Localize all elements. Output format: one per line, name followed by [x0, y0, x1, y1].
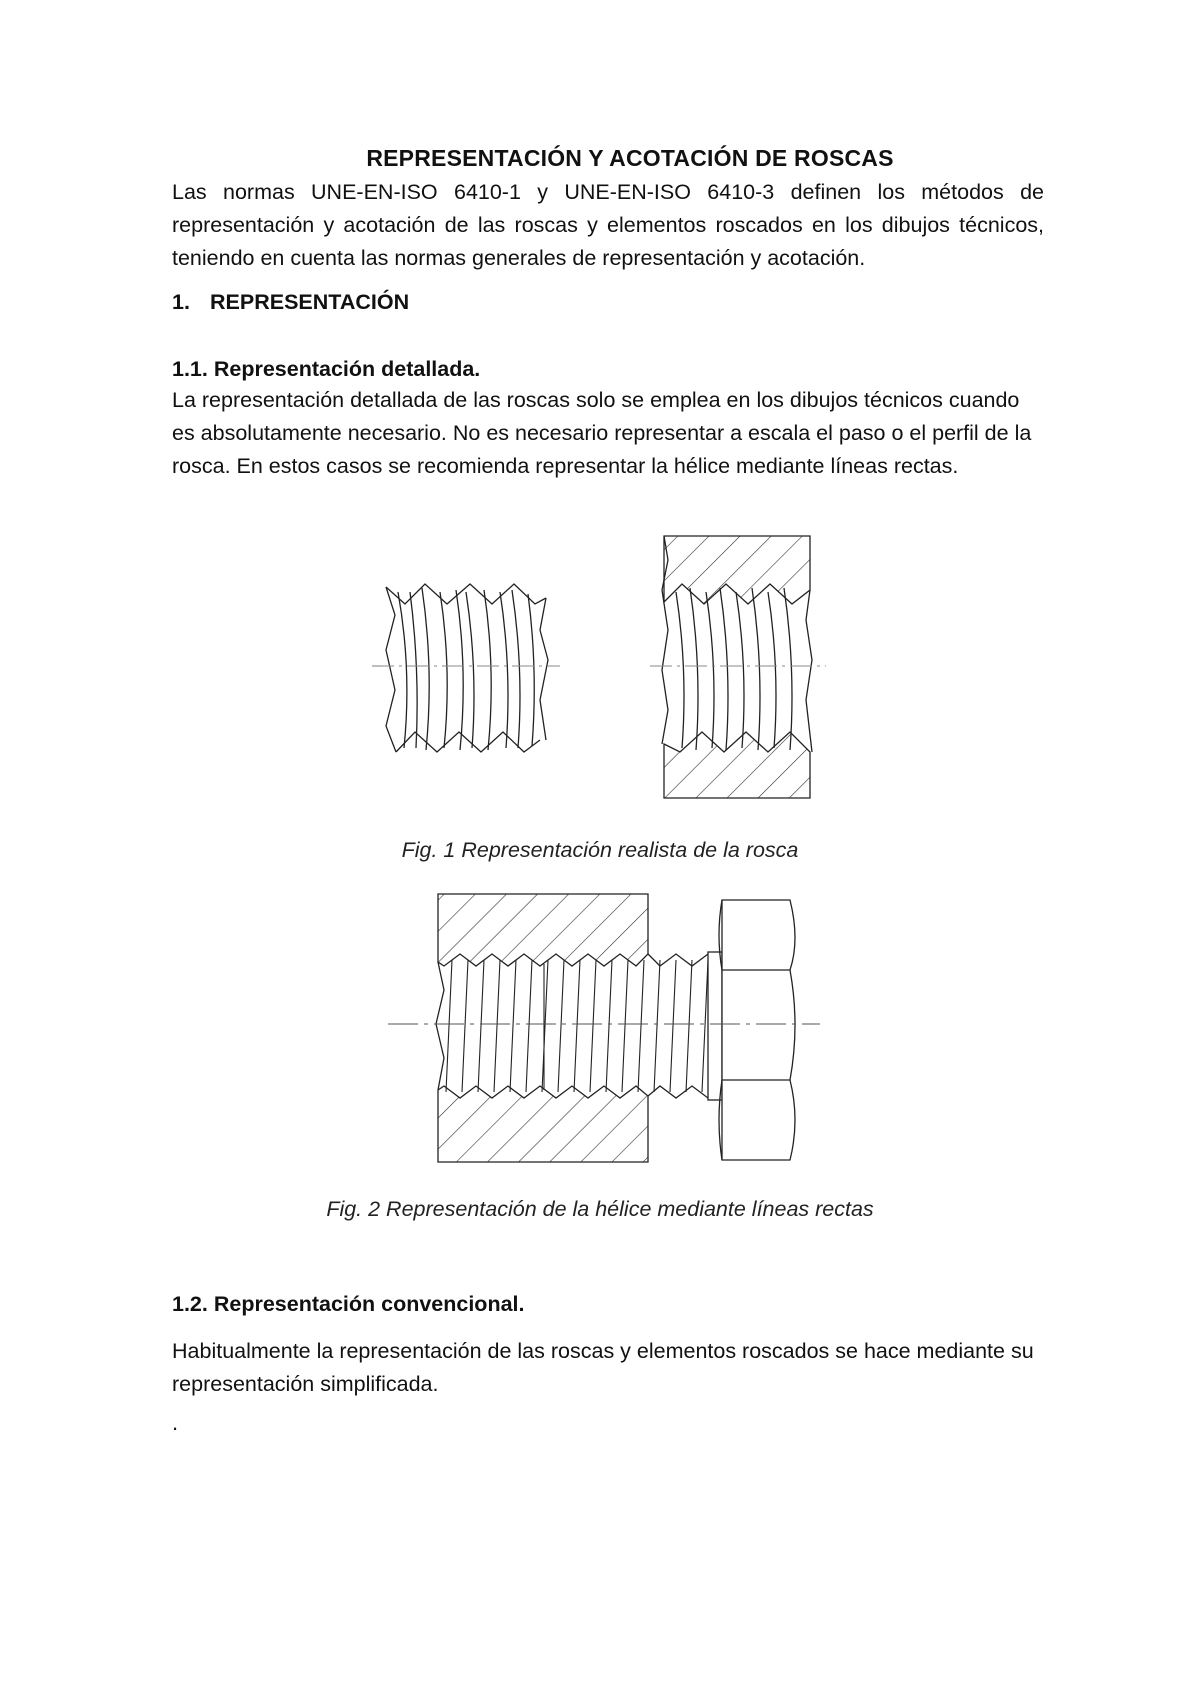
- detailed-paragraph: La representación detallada de las roscas solo se emplea en los dibujos técnicos cuando es absolutamente necesario. No es necesario representar a escala el paso o el perfil de la rosca. En estos casos se recomienda representar la hélice mediante líneas rectas.: [172, 388, 1032, 478]
- section-number: 1.: [172, 290, 190, 314]
- subsection-heading-conventional: 1.2. Representación convencional.: [172, 1292, 525, 1316]
- figure-1-caption: Fig. 1 Representación realista de la rosca: [401, 838, 799, 862]
- page-title: REPRESENTACIÓN Y ACOTACIÓN DE ROSCAS: [366, 145, 894, 172]
- section-title: REPRESENTACIÓN: [210, 290, 410, 314]
- conventional-paragraph: Habitualmente la representación de las roscas y elementos roscados se hace mediante su representación simplificada.: [172, 1339, 1034, 1396]
- bolt-assembly: [388, 894, 820, 1162]
- intro-paragraph: Las normas UNE-EN-ISO 6410-1 y UNE-EN-ISO 6410-3 definen los métodos de representación y acotación de las roscas y elementos roscados en los dibujos técnicos, teniendo en cuenta las normas generales de representación y acotación.: [172, 180, 1044, 270]
- figure-2-caption: Fig. 2 Representación de la hélice mediante líneas rectas: [326, 1197, 874, 1221]
- trailing-mark: .: [172, 1410, 179, 1435]
- subsection-heading-detailed: 1.1. Representación detallada.: [172, 357, 481, 381]
